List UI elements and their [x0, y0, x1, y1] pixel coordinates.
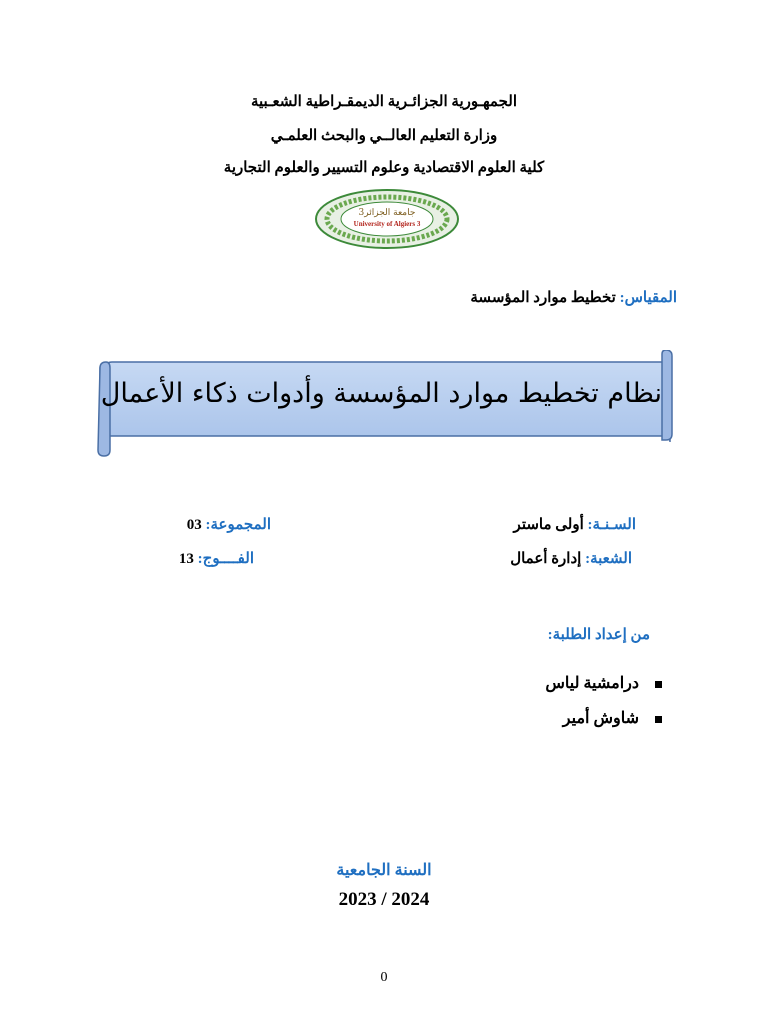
- subject-value: تخطيط موارد المؤسسة: [470, 290, 616, 306]
- university-logo: [314, 188, 460, 250]
- cohort-label: الفــــوج:: [197, 551, 254, 567]
- branch-line: [510, 549, 632, 568]
- logo-arabic-text: جامعة الجزائر3: [358, 208, 416, 218]
- square-bullet-icon: [655, 716, 662, 723]
- cohort-value: 13: [178, 551, 194, 567]
- header-ministry: وزارة التعليم العالــي والبحث العلمـي: [270, 128, 498, 144]
- header-faculty: كلية العلوم الاقتصادية وعلوم التسيير والعلوم التجارية: [223, 160, 545, 176]
- logo-english-text: University of Algiers 3: [353, 220, 421, 228]
- year-line: [514, 515, 636, 534]
- academic-year-label: السنة الجامعية: [336, 862, 432, 879]
- academic-year-value: 2023 / 2024: [338, 889, 430, 910]
- group-line: [187, 515, 271, 534]
- page-number: 0: [380, 970, 388, 985]
- student-list-item: [545, 673, 662, 693]
- student-name: درامشية لياس: [545, 675, 639, 692]
- group-label: المجموعة:: [205, 517, 271, 533]
- cohort-line: [179, 549, 254, 568]
- year-label: السـنـة:: [587, 517, 636, 533]
- square-bullet-icon: [655, 681, 662, 688]
- banner-title: نظام تخطيط موارد المؤسسة وأدوات ذكاء الأعمال: [100, 378, 662, 409]
- branch-value: إدارة أعمال: [510, 551, 582, 567]
- prepared-by-heading: من إعداد الطلبة:: [547, 627, 650, 643]
- branch-label: الشعبة:: [585, 551, 632, 567]
- group-value: 03: [186, 517, 202, 533]
- year-value: أولى ماستر: [513, 517, 584, 533]
- subject-line: [470, 288, 677, 307]
- subject-label: المقياس:: [619, 290, 677, 306]
- student-name: شاوش أمير: [562, 710, 639, 727]
- header-republic: الجمهـورية الجزائـرية الديمقـراطية الشعـبية: [250, 94, 518, 110]
- student-list-item: [563, 708, 662, 728]
